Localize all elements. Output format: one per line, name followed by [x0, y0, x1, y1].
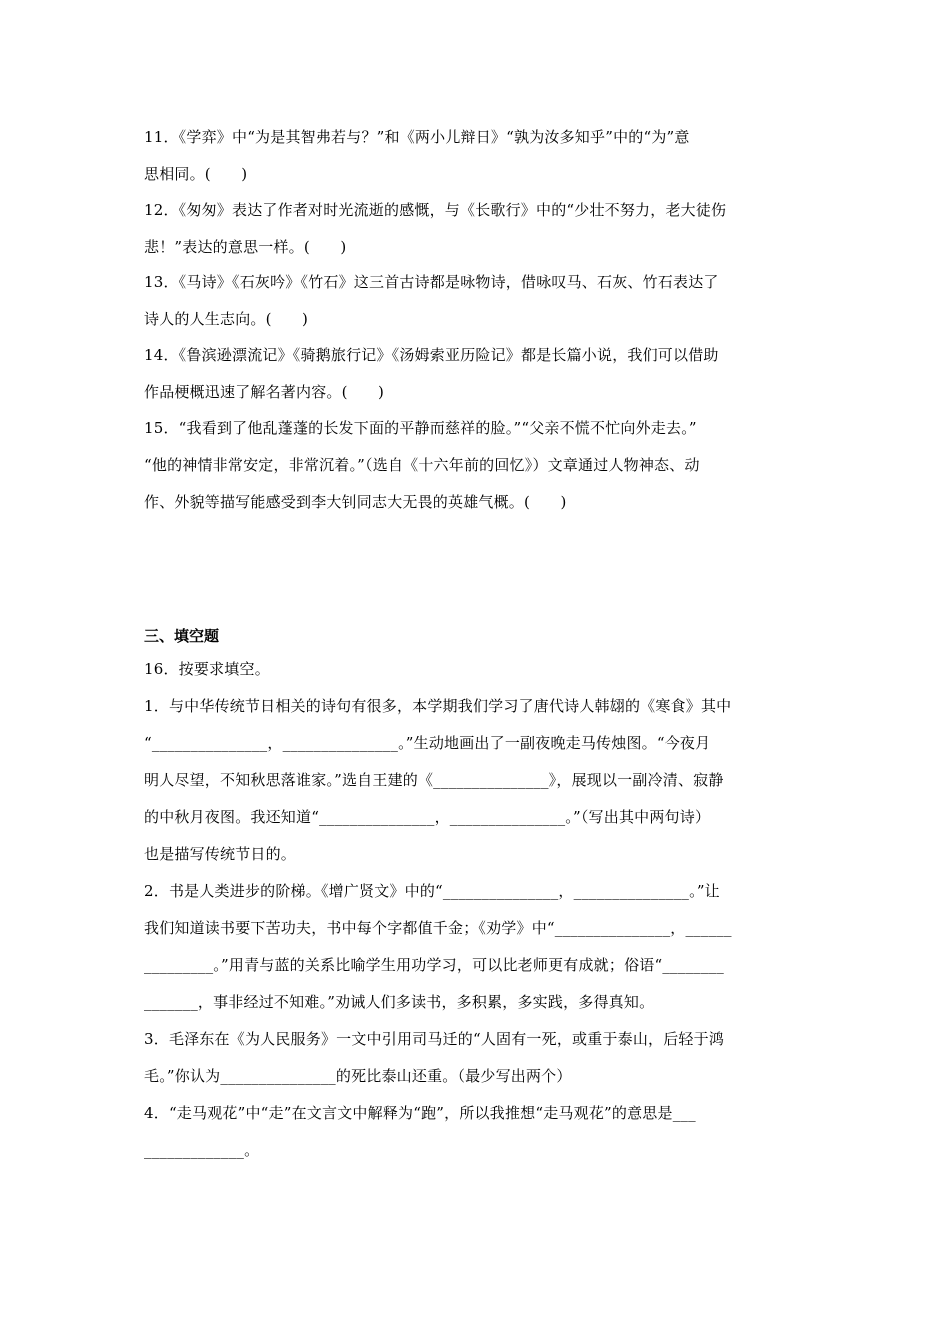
question-15	[144, 410, 810, 521]
question-12-line-2: 悲！”表达的意思一样。( )	[144, 238, 347, 256]
question-16-line-2: 1．与中华传统节日相关的诗句有很多，本学期我们学习了唐代诗人韩翃的《寒食》其中	[144, 697, 732, 715]
question-16-line-1: 16．按要求填空。	[144, 660, 270, 678]
question-16-line-14: _____________。	[144, 1141, 260, 1159]
question-15-line-2: “他的神情非常安定，非常沉着。”（选自《十六年前的回忆》）文章通过人物神态、动	[144, 456, 700, 474]
question-14	[144, 337, 810, 411]
question-11-line-2: 思相同。( )	[144, 165, 248, 183]
question-16-line-4: 明人尽望，不知秋思落谁家。”选自王建的《_______________》，展现以一副冷清、寂静	[144, 771, 724, 789]
question-11	[144, 119, 810, 193]
section-title-fill-in: 三、填空题	[144, 627, 220, 645]
question-16-line-5: 的中秋月夜图。我还知道“_______________，_______________。”（写出其中两句诗）	[144, 808, 711, 826]
question-16	[144, 651, 810, 1169]
question-12-line-1: 12．《匆匆》表达了作者对时光流逝的感慨，与《长歌行》中的“少壮不努力，老大徒伤	[144, 201, 727, 219]
question-15-line-1: 15．“我看到了他乱蓬蓬的长发下面的平静而慈祥的脸。”“父亲不慌不忙向外走去。”	[144, 419, 697, 437]
question-13-line-1: 13．《马诗》《石灰吟》《竹石》这三首古诗都是咏物诗，借咏叹马、石灰、竹石表达了	[144, 273, 719, 291]
question-16-line-3: “_______________，_______________。”生动地画出了一副夜晚走马传烛图。“今夜月	[144, 734, 711, 752]
question-13-line-2: 诗人的人生志向。( )	[144, 310, 309, 328]
question-15-line-3: 作、外貌等描写能感受到李大钊同志大无畏的英雄气概。( )	[144, 493, 567, 511]
question-16-line-6: 也是描写传统节日的。	[144, 845, 297, 863]
question-16-line-11: 3．毛泽东在《为人民服务》一文中引用司马迁的“人固有一死，或重于泰山，后轻于鸿	[144, 1030, 725, 1048]
question-14-line-1: 14．《鲁滨逊漂流记》《骑鹅旅行记》《汤姆索亚历险记》都是长篇小说，我们可以借助	[144, 346, 719, 364]
question-16-line-10: _______，事非经过不知难。”劝诫人们多读书，多积累，多实践，多得真知。	[144, 993, 655, 1011]
question-12	[144, 192, 810, 266]
question-11-line-1: 11．《学弈》中“为是其智弗若与？”和《两小儿辩日》“孰为汝多知乎”中的“为”意	[144, 128, 690, 146]
question-16-line-12: 毛。”你认为_______________的死比泰山还重。（最少写出两个）	[144, 1067, 572, 1085]
question-16-line-9: _________。”用青与蓝的关系比喻学生用功学习，可以比老师更有成就；俗语“________	[144, 956, 724, 974]
question-16-line-8: 我们知道读书要下苦功夫，书中每个字都值千金；《劝学》中“_______________，______	[144, 919, 732, 937]
question-16-line-13: 4．“走马观花”中“走”在文言文中解释为“跑”，所以我推想“走马观花”的意思是___	[144, 1104, 696, 1122]
question-14-line-2: 作品梗概迅速了解名著内容。( )	[144, 383, 385, 401]
question-16-line-7: 2．书是人类进步的阶梯。《增广贤文》中的“_______________，_______________。”让	[144, 882, 720, 900]
question-13	[144, 264, 810, 338]
